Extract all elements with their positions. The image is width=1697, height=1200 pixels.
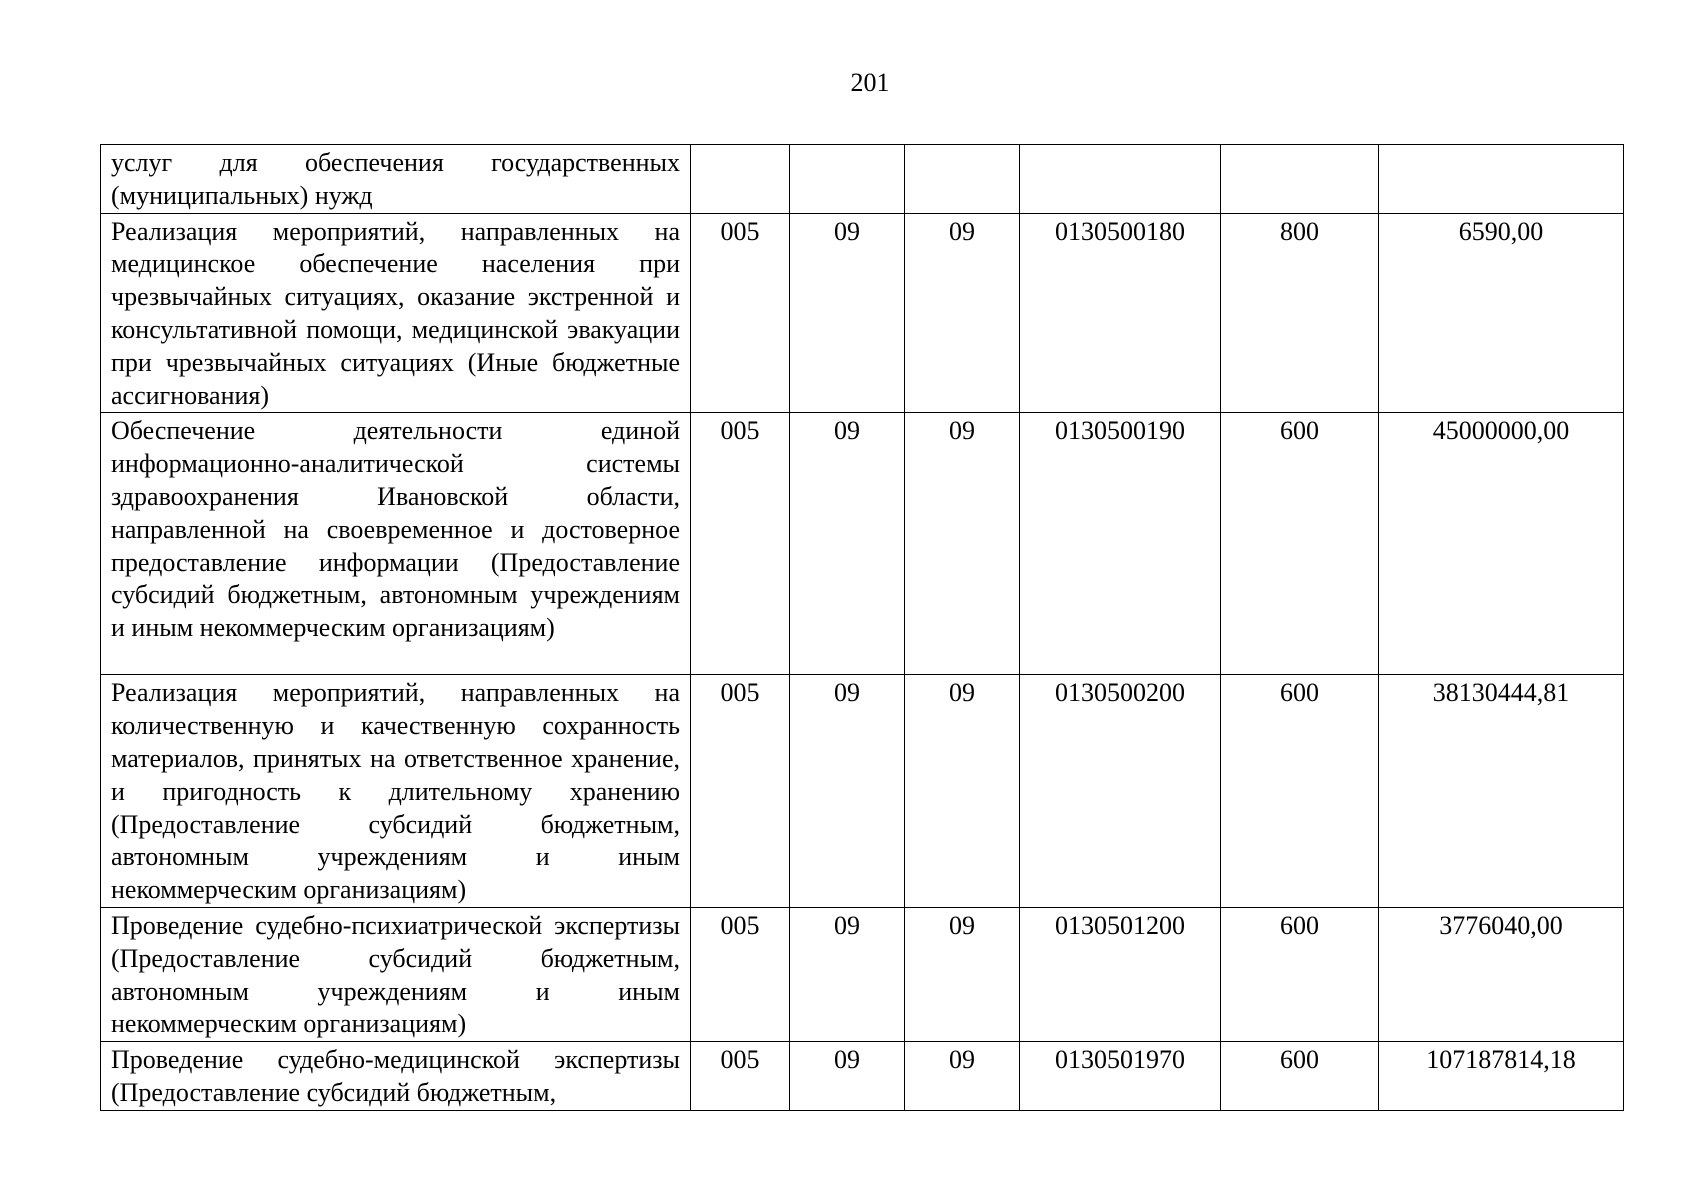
row-expense-type [1221,145,1379,214]
row-expense-type: 600 [1221,907,1379,1041]
row-target-article: 0130501970 [1020,1042,1221,1111]
row-section-code: 09 [790,1042,905,1111]
row-amount: 3776040,00 [1379,907,1624,1041]
row-amount: 6590,00 [1379,213,1624,413]
row-target-article: 0130500180 [1020,213,1221,413]
row-ministry-code: 005 [691,675,790,908]
table-row [101,213,1624,413]
row-ministry-code: 005 [691,413,790,675]
row-ministry-code: 005 [691,1042,790,1111]
row-section-code: 09 [790,213,905,413]
row-section-code [790,145,905,214]
row-description: услуг для обеспечения государственных (муниципальных) нужд [101,145,691,214]
row-description: Обеспечение деятельности единой информационно-аналитической системы здравоохранения Ивановской области, направленной на своевременное и достоверное предоставление информации (Предоставление субсидий бюджетным, автономным учреждениям и иным некоммерческим организациям) [101,413,691,675]
row-expense-type: 600 [1221,1042,1379,1111]
row-section-code: 09 [790,413,905,675]
row-subsection-code [905,145,1020,214]
table-row [101,1042,1624,1111]
row-ministry-code [691,145,790,214]
row-subsection-code: 09 [905,675,1020,908]
row-subsection-code: 09 [905,413,1020,675]
row-amount: 107187814,18 [1379,1042,1624,1111]
row-description: Проведение судебно-психиатрической экспертизы (Предоставление субсидий бюджетным, автономным учреждениям и иным некоммерческим организациям) [101,907,691,1041]
table-row [101,145,1624,214]
row-subsection-code: 09 [905,907,1020,1041]
row-amount: 38130444,81 [1379,675,1624,908]
row-description: Реализация мероприятий, направленных на количественную и качественную сохранность материалов, принятых на ответственное хранение, и пригодность к длительному хранению (Предоставление субсидий бюджетным, автономным учреждениям и иным некоммерческим организациям) [101,675,691,908]
row-subsection-code: 09 [905,1042,1020,1111]
row-target-article: 0130501200 [1020,907,1221,1041]
row-amount: 45000000,00 [1379,413,1624,675]
row-expense-type: 600 [1221,675,1379,908]
row-description: Проведение судебно-медицинской экспертизы (Предоставление субсидий бюджетным, [101,1042,691,1111]
row-target-article: 0130500200 [1020,675,1221,908]
row-expense-type: 800 [1221,213,1379,413]
page-number: 201 [850,68,890,97]
row-expense-type: 600 [1221,413,1379,675]
budget-table [100,144,1624,1111]
row-subsection-code: 09 [905,213,1020,413]
row-section-code: 09 [790,907,905,1041]
table-row [101,907,1624,1041]
row-target-article [1020,145,1221,214]
row-ministry-code: 005 [691,907,790,1041]
row-target-article: 0130500190 [1020,413,1221,675]
row-section-code: 09 [790,675,905,908]
row-ministry-code: 005 [691,213,790,413]
table-row [101,675,1624,908]
row-amount [1379,145,1624,214]
table-row [101,413,1624,675]
row-description: Реализация мероприятий, направленных на медицинское обеспечение населения при чрезвычайных ситуациях, оказание экстренной и консультативной помощи, медицинской эвакуации при чрезвычайных ситуациях (Иные бюджетные ассигнования) [101,213,691,413]
